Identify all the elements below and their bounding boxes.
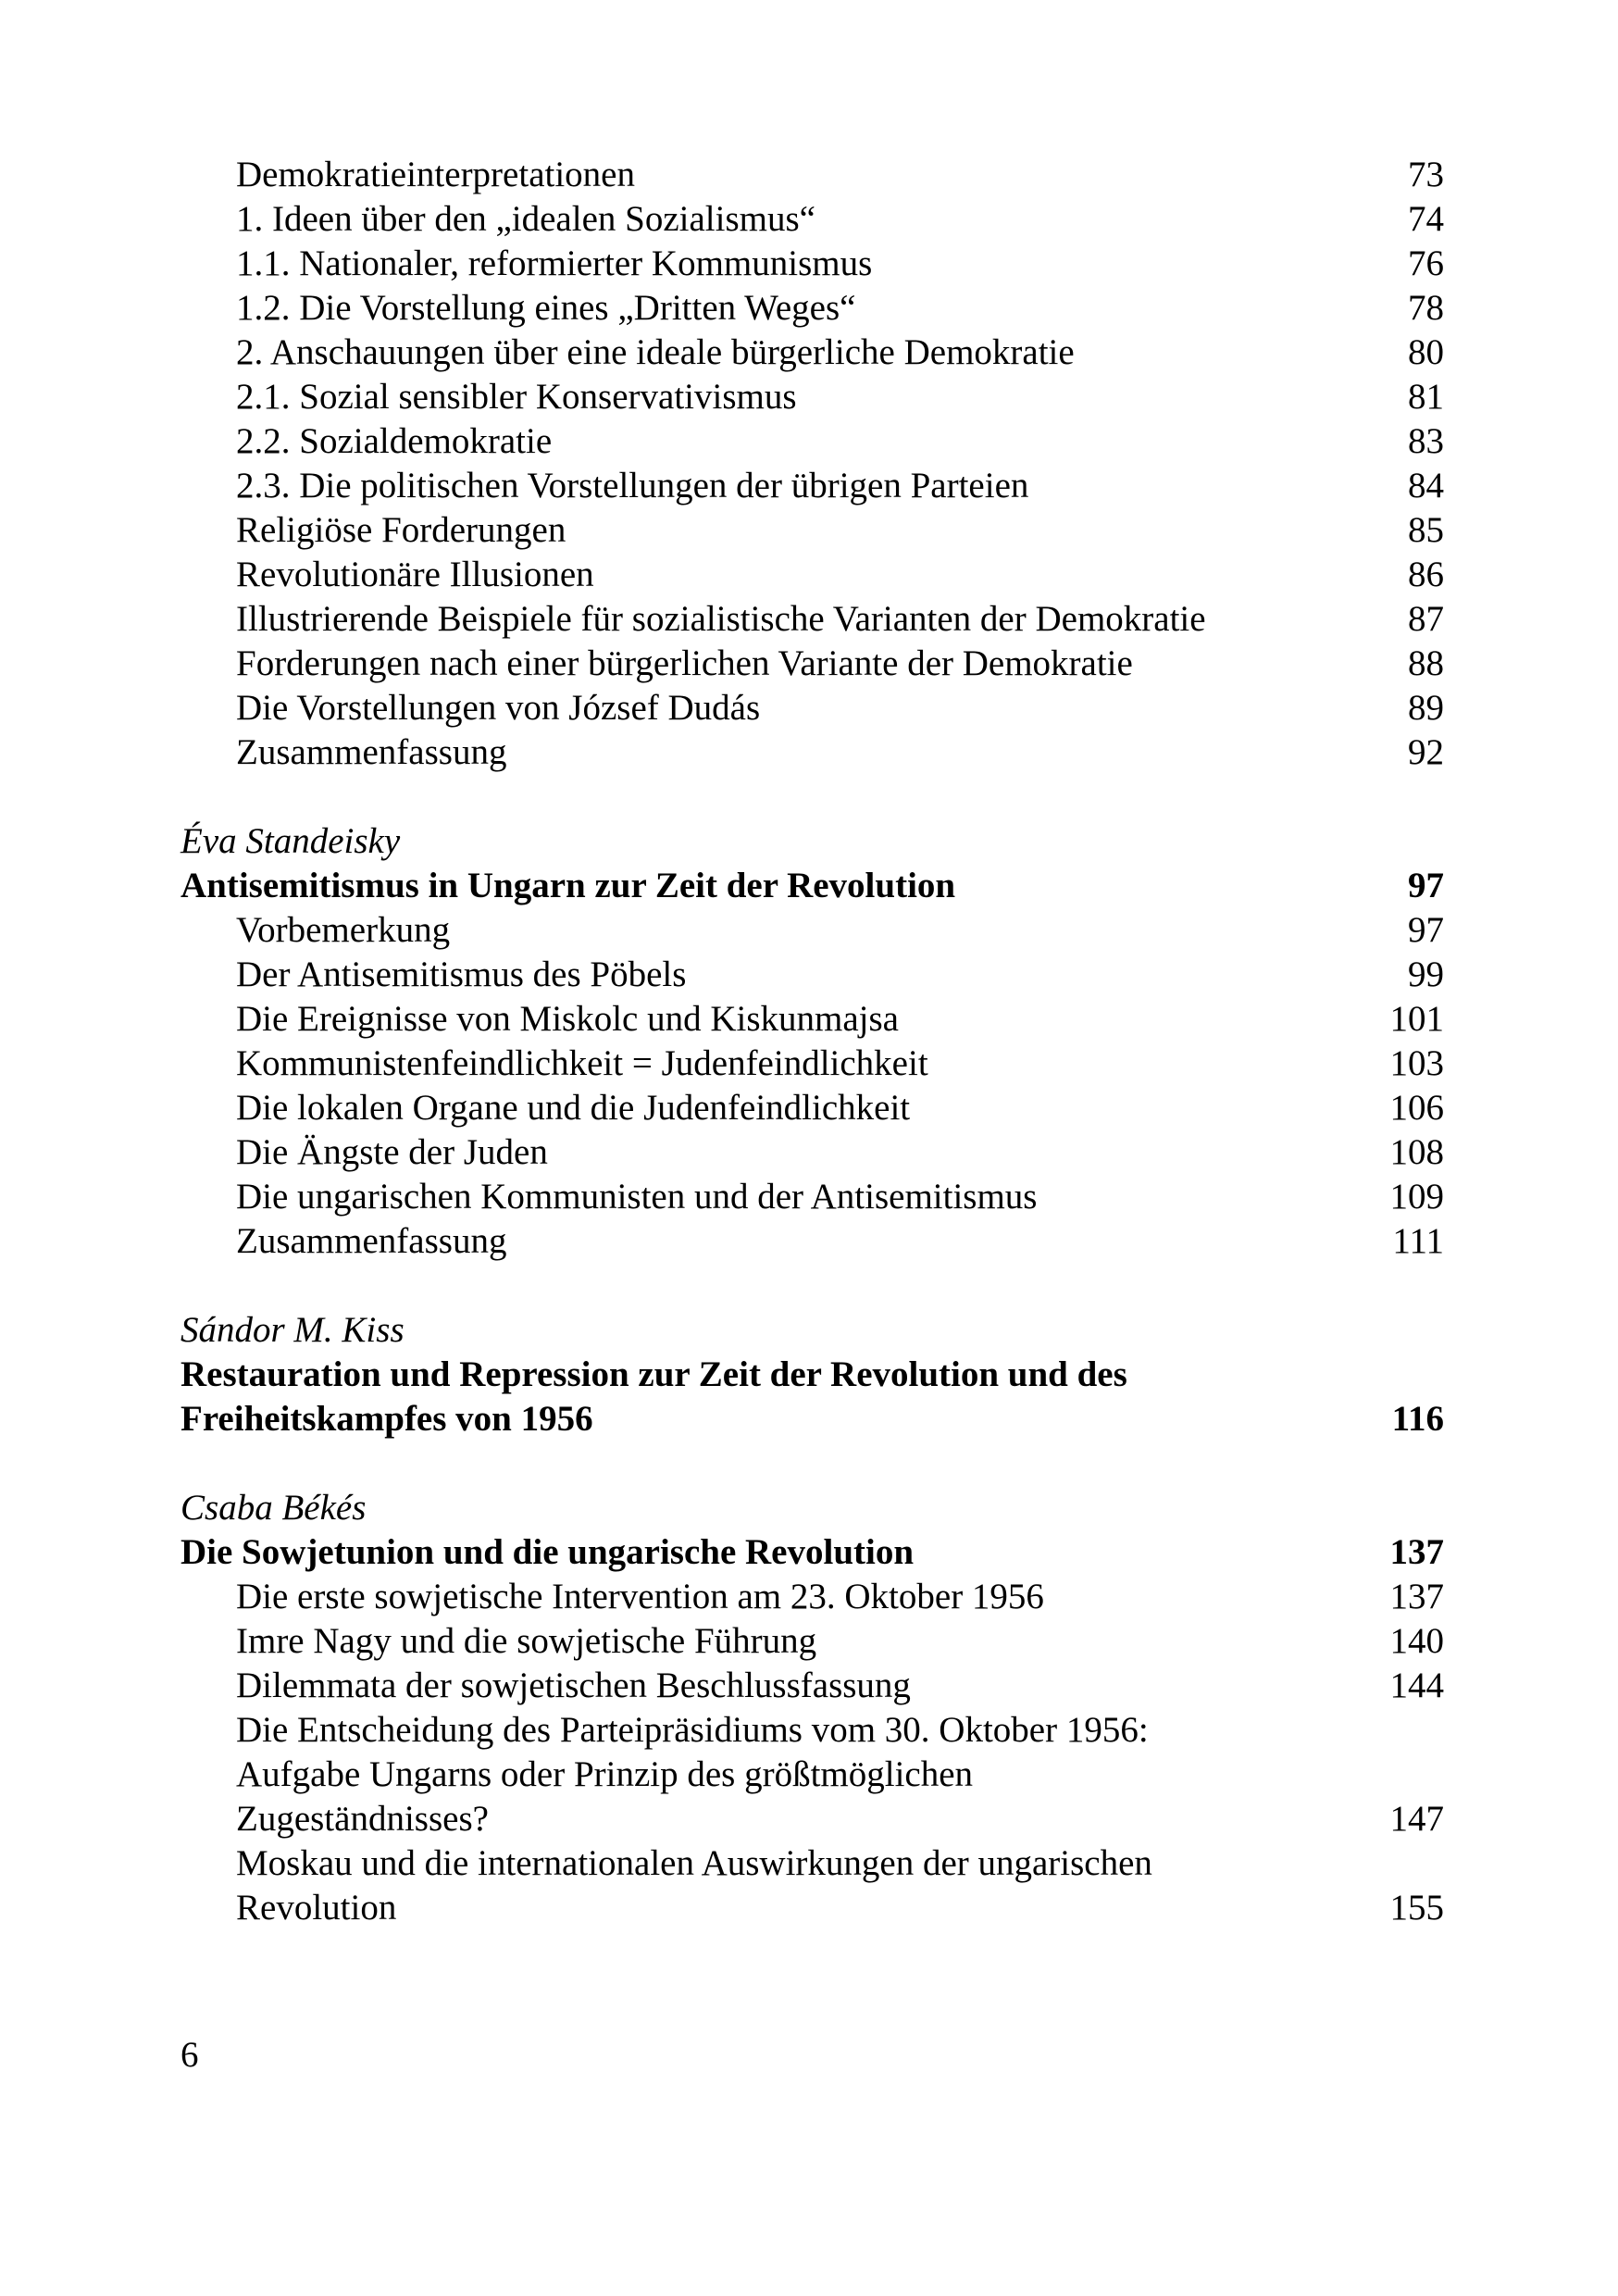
- toc-entry-title: Kommunistenfeindlichkeit = Judenfeindlichkeit: [236, 1043, 928, 1083]
- chapter-title: Antisemitismus in Ungarn zur Zeit der Revolution: [180, 866, 956, 905]
- toc-entry-title: Die Vorstellungen von József Dudás: [236, 688, 761, 728]
- author-name: Éva Standeisky: [180, 821, 401, 861]
- toc-entry[interactable]: [180, 597, 1444, 642]
- toc-entry-page: 101: [1389, 999, 1444, 1039]
- toc-entry[interactable]: [180, 1664, 1444, 1708]
- toc-entry-title: Die lokalen Organe und die Judenfeindlichkeit: [236, 1088, 911, 1128]
- toc-entry[interactable]: [180, 197, 1444, 242]
- toc-entry-page: 76: [1408, 243, 1444, 283]
- chapter-title-line1: Restauration und Repression zur Zeit der Revolution und des: [180, 1354, 1127, 1394]
- toc-entry-title-line2: Aufgabe Ungarns oder Prinzip des größtmöglichen: [236, 1754, 974, 1794]
- toc-entry-title: 2.1. Sozial sensibler Konservativismus: [236, 377, 797, 417]
- chapter-heading[interactable]: [180, 1353, 1444, 1397]
- toc-entry-page: 88: [1408, 643, 1444, 683]
- toc-entry[interactable]: [180, 242, 1444, 286]
- toc-entry[interactable]: [180, 1753, 1444, 1797]
- toc-entry[interactable]: [180, 1042, 1444, 1086]
- toc-entry-page: 83: [1408, 421, 1444, 461]
- toc-entry-title: 2. Anschauungen über eine ideale bürgerliche Demokratie: [236, 332, 1075, 372]
- toc-entry[interactable]: [180, 686, 1444, 730]
- toc-entry-title-line1: Die Entscheidung des Parteipräsidiums vom 30. Oktober 1956:: [236, 1710, 1149, 1750]
- toc-entry-title-line2: Revolution: [236, 1888, 397, 1928]
- chapter-heading[interactable]: [180, 864, 1444, 908]
- toc-entry-page: 85: [1408, 510, 1444, 550]
- page-number: 6: [180, 2035, 199, 2075]
- author-name: Sándor M. Kiss: [180, 1310, 404, 1350]
- toc-entry-page: 99: [1408, 955, 1444, 994]
- toc-entry-page: 92: [1408, 732, 1444, 772]
- toc-entry-title: Zusammenfassung: [236, 732, 507, 772]
- toc-entry-page: 140: [1389, 1621, 1444, 1661]
- toc-entry-page: 86: [1408, 555, 1444, 594]
- toc-entry-page: 109: [1389, 1177, 1444, 1217]
- toc-entry[interactable]: [180, 1219, 1444, 1264]
- toc-entry-title: 1. Ideen über den „idealen Sozialismus“: [236, 199, 815, 239]
- toc-entry[interactable]: [180, 464, 1444, 508]
- section-gap: [180, 1264, 1444, 1308]
- chapter-author: [180, 1308, 1444, 1353]
- toc-entry-page: 103: [1389, 1043, 1444, 1083]
- table-of-contents: [180, 153, 1444, 1930]
- toc-entry-title: 1.2. Die Vorstellung eines „Dritten Weges“: [236, 288, 856, 328]
- toc-entry-page: 144: [1389, 1666, 1444, 1705]
- toc-entry[interactable]: [180, 331, 1444, 375]
- toc-entry-title: Dilemmata der sowjetischen Beschlussfassung: [236, 1666, 911, 1705]
- chapter-author: [180, 1486, 1444, 1530]
- chapter-page: 97: [1408, 866, 1444, 905]
- toc-entry[interactable]: [180, 508, 1444, 553]
- chapter-heading[interactable]: [180, 1530, 1444, 1575]
- toc-entry-page: 137: [1389, 1577, 1444, 1616]
- toc-entry[interactable]: [180, 1175, 1444, 1219]
- toc-entry-title: Die ungarischen Kommunisten und der Antisemitismus: [236, 1177, 1038, 1217]
- chapter-heading[interactable]: [180, 1397, 1444, 1441]
- toc-entry-title-line1: Moskau und die internationalen Auswirkungen der ungarischen: [236, 1843, 1152, 1883]
- toc-entry-title: Die erste sowjetische Intervention am 23. Oktober 1956: [236, 1577, 1044, 1616]
- toc-entry-title: 2.3. Die politischen Vorstellungen der übrigen Parteien: [236, 466, 1029, 505]
- toc-entry-title: Revolutionäre Illusionen: [236, 555, 594, 594]
- toc-entry-page: 87: [1408, 599, 1444, 639]
- toc-entry[interactable]: [180, 375, 1444, 419]
- toc-entry-title: 2.2. Sozialdemokratie: [236, 421, 553, 461]
- toc-entry-title: Demokratieinterpretationen: [236, 155, 635, 194]
- toc-entry-page: 111: [1392, 1221, 1444, 1261]
- toc-entry[interactable]: [180, 953, 1444, 997]
- toc-entry-title-line3: Zugeständnisses?: [236, 1799, 489, 1839]
- toc-entry[interactable]: [180, 1797, 1444, 1841]
- section-gap: [180, 1441, 1444, 1486]
- toc-entry-title: Forderungen nach einer bürgerlichen Variante der Demokratie: [236, 643, 1133, 683]
- toc-entry[interactable]: [180, 642, 1444, 686]
- toc-entry-page: 78: [1408, 288, 1444, 328]
- toc-entry[interactable]: [180, 1708, 1444, 1753]
- toc-entry-page: 106: [1389, 1088, 1444, 1128]
- section-gap: [180, 775, 1444, 819]
- toc-entry-title: Imre Nagy und die sowjetische Führung: [236, 1621, 817, 1661]
- toc-entry-title: Vorbemerkung: [236, 910, 451, 950]
- toc-entry-title: Die Ängste der Juden: [236, 1132, 548, 1172]
- chapter-author: [180, 819, 1444, 864]
- toc-entry[interactable]: [180, 1130, 1444, 1175]
- toc-entry[interactable]: [180, 730, 1444, 775]
- toc-entry-title: Zusammenfassung: [236, 1221, 507, 1261]
- chapter-page: 137: [1389, 1532, 1444, 1572]
- chapter-title: Die Sowjetunion und die ungarische Revolution: [180, 1532, 915, 1572]
- toc-entry[interactable]: [180, 997, 1444, 1042]
- toc-entry-page: 81: [1408, 377, 1444, 417]
- author-name: Csaba Békés: [180, 1488, 367, 1528]
- toc-entry-title: Die Ereignisse von Miskolc und Kiskunmajsa: [236, 999, 899, 1039]
- toc-entry[interactable]: [180, 419, 1444, 464]
- toc-entry-page: 73: [1408, 155, 1444, 194]
- toc-entry-title: Illustrierende Beispiele für sozialistische Varianten der Demokratie: [236, 599, 1206, 639]
- toc-entry-page: 97: [1408, 910, 1444, 950]
- toc-entry[interactable]: [180, 1841, 1444, 1886]
- toc-entry[interactable]: [180, 1619, 1444, 1664]
- toc-entry[interactable]: [180, 153, 1444, 197]
- toc-entry[interactable]: [180, 553, 1444, 597]
- toc-entry-page: 108: [1389, 1132, 1444, 1172]
- toc-entry[interactable]: [180, 1575, 1444, 1619]
- toc-entry[interactable]: [180, 908, 1444, 953]
- chapter-title-line2: Freiheitskampfes von 1956: [180, 1399, 593, 1439]
- toc-entry-page: 155: [1389, 1888, 1444, 1928]
- toc-entry[interactable]: [180, 286, 1444, 331]
- toc-entry[interactable]: [180, 1886, 1444, 1930]
- toc-entry-page: 89: [1408, 688, 1444, 728]
- toc-entry-title: 1.1. Nationaler, reformierter Kommunismus: [236, 243, 873, 283]
- toc-entry[interactable]: [180, 1086, 1444, 1130]
- chapter-page: 116: [1391, 1399, 1444, 1439]
- toc-entry-page: 74: [1408, 199, 1444, 239]
- toc-entry-page: 80: [1408, 332, 1444, 372]
- toc-entry-page: 147: [1389, 1799, 1444, 1839]
- toc-entry-page: 84: [1408, 466, 1444, 505]
- toc-entry-title: Der Antisemitismus des Pöbels: [236, 955, 687, 994]
- toc-entry-title: Religiöse Forderungen: [236, 510, 566, 550]
